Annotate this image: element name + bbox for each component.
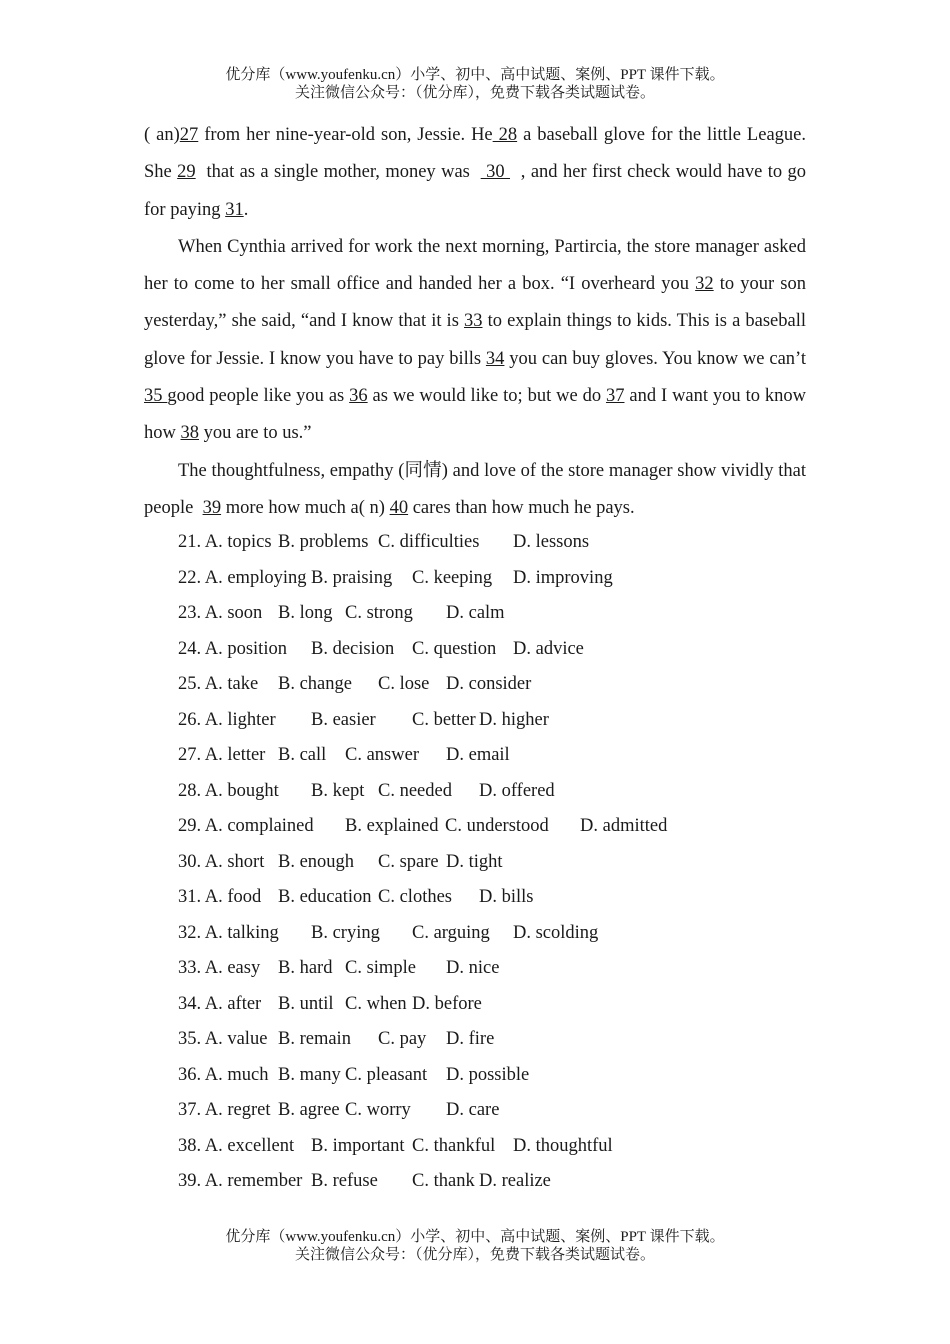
blank-35: 35 bbox=[144, 386, 168, 407]
footer-line-2: 关注微信公众号：（优分库），免费下载各类试题试卷。 bbox=[294, 1247, 655, 1263]
blank-31: 31 bbox=[225, 199, 244, 220]
question-30 bbox=[144, 845, 806, 881]
option-c: C. better bbox=[412, 709, 476, 730]
option-b: B. long bbox=[278, 603, 333, 624]
text-run: you can buy gloves. You know we can’t bbox=[504, 348, 806, 369]
option-c: C. thankful bbox=[412, 1135, 496, 1156]
question-35 bbox=[144, 1022, 806, 1058]
option-a: 34. A. after bbox=[178, 993, 262, 1014]
option-b: B. agree bbox=[278, 1100, 340, 1121]
text-run: as we would like to; but we do bbox=[367, 386, 606, 407]
option-b: B. education bbox=[278, 887, 372, 908]
option-c: C. question bbox=[412, 638, 497, 659]
option-b: B. call bbox=[278, 745, 327, 766]
option-a: 27. A. letter bbox=[178, 745, 266, 766]
blank-36: 36 bbox=[349, 386, 368, 407]
option-c: C. pay bbox=[378, 1029, 427, 1050]
text-run: more how much a( n) bbox=[221, 497, 390, 518]
text-run: to explain things to kids. This is a baseball glove for Jessie. I know you have to pay bills bbox=[144, 311, 806, 369]
option-c: C. worry bbox=[345, 1100, 411, 1121]
option-b: B. kept bbox=[311, 780, 365, 801]
option-a: 39. A. remember bbox=[178, 1171, 303, 1192]
option-b: B. enough bbox=[278, 851, 355, 872]
option-b: B. important bbox=[311, 1135, 405, 1156]
blank-29: 29 bbox=[177, 162, 196, 183]
option-c: C. keeping bbox=[412, 567, 493, 588]
option-a: 38. A. excellent bbox=[178, 1135, 295, 1156]
blank-27: 27 bbox=[179, 125, 199, 145]
option-c: C. spare bbox=[378, 851, 439, 872]
text-run: ( an) bbox=[144, 125, 180, 145]
blank-30: 30 bbox=[480, 162, 510, 183]
option-b: B. change bbox=[278, 674, 352, 695]
blank-32: 32 bbox=[695, 274, 714, 295]
question-34 bbox=[144, 987, 806, 1023]
option-c: C. when bbox=[345, 993, 407, 1014]
blank-33: 33 bbox=[464, 311, 483, 332]
question-39 bbox=[144, 1164, 806, 1200]
option-d: D. nice bbox=[446, 958, 500, 979]
option-c: C. arguing bbox=[412, 922, 490, 943]
blank-39: 39 bbox=[202, 497, 222, 518]
blank-34: 34 bbox=[485, 348, 505, 369]
option-b: B. decision bbox=[311, 638, 395, 659]
option-d: D. thoughtful bbox=[513, 1135, 613, 1156]
question-28 bbox=[144, 774, 806, 810]
option-c: C. simple bbox=[345, 958, 416, 979]
option-a: 37. A. regret bbox=[178, 1100, 271, 1121]
option-d: D. before bbox=[412, 993, 482, 1014]
footer-line-1: 优分库（www.youfenku.cn）小学、初中、高中试题、案例、PPT 课件下载。 bbox=[225, 1229, 725, 1245]
option-b: B. until bbox=[278, 993, 334, 1014]
option-d: D. consider bbox=[446, 674, 532, 695]
text-run: a baseball glove for the little League. She bbox=[144, 125, 806, 183]
option-b: B. easier bbox=[311, 709, 376, 730]
option-d: D. scolding bbox=[513, 922, 599, 943]
question-24 bbox=[144, 632, 806, 668]
text-run: and I want you to know how bbox=[144, 386, 806, 444]
option-d: D. lessons bbox=[513, 532, 590, 553]
option-b: B. remain bbox=[278, 1029, 351, 1050]
option-d: D. care bbox=[446, 1100, 500, 1121]
option-a: 26. A. lighter bbox=[178, 709, 276, 730]
passage-paragraph-3 bbox=[144, 453, 811, 528]
page-header bbox=[0, 66, 950, 102]
option-a: 21. A. topics bbox=[178, 532, 272, 553]
option-a: 29. A. complained bbox=[178, 816, 314, 837]
option-c: C. needed bbox=[378, 780, 452, 801]
option-c: C. understood bbox=[445, 816, 549, 837]
option-a: 33. A. easy bbox=[178, 958, 261, 979]
option-d: D. realize bbox=[479, 1171, 551, 1192]
question-33 bbox=[144, 951, 806, 987]
option-a: 25. A. take bbox=[178, 674, 259, 695]
text-run: The thoughtfulness, empathy (同情) and love of the store manager show vividly that people bbox=[144, 460, 811, 518]
blank-38: 38 bbox=[180, 423, 199, 444]
option-c: C. clothes bbox=[378, 887, 452, 908]
text-run: , and her first check would have to go for paying bbox=[144, 162, 811, 220]
option-c: C. lose bbox=[378, 674, 430, 695]
option-a: 22. A. employing bbox=[178, 567, 307, 588]
option-a: 35. A. value bbox=[178, 1029, 268, 1050]
option-d: D. bills bbox=[479, 887, 534, 908]
option-d: D. admitted bbox=[580, 816, 668, 837]
question-37 bbox=[144, 1093, 806, 1129]
option-c: C. strong bbox=[345, 603, 413, 624]
question-23 bbox=[144, 596, 806, 632]
option-a: 32. A. talking bbox=[178, 922, 279, 943]
option-d: D. improving bbox=[513, 567, 613, 588]
question-31 bbox=[144, 880, 806, 916]
answer-options bbox=[144, 525, 806, 1200]
text-run: good people like you as bbox=[167, 386, 350, 407]
blank-40: 40 bbox=[389, 497, 409, 518]
question-22 bbox=[144, 561, 806, 597]
option-d: D. email bbox=[446, 745, 510, 766]
page-footer bbox=[0, 1228, 950, 1264]
option-a: 31. A. food bbox=[178, 887, 262, 908]
question-26 bbox=[144, 703, 806, 739]
option-a: 30. A. short bbox=[178, 851, 265, 872]
option-b: B. problems bbox=[278, 532, 369, 553]
option-c: C. pleasant bbox=[345, 1064, 428, 1085]
option-c: C. answer bbox=[345, 745, 419, 766]
blank-28: 28 bbox=[492, 125, 518, 145]
option-a: 36. A. much bbox=[178, 1064, 269, 1085]
question-38 bbox=[144, 1129, 806, 1165]
option-c: C. thank bbox=[412, 1171, 475, 1192]
option-d: D. calm bbox=[446, 603, 505, 624]
text-run: cares than how much he pays. bbox=[408, 497, 635, 518]
text-run: When Cynthia arrived for work the next morning, Partircia, the store manager asked her to come to her small office and handed her a box. “I overheard you bbox=[144, 236, 806, 295]
option-b: B. many bbox=[278, 1064, 341, 1085]
option-c: C. difficulties bbox=[378, 532, 480, 553]
text-run: from her nine-year-old son, Jessie. He bbox=[198, 125, 493, 145]
option-b: B. hard bbox=[278, 958, 333, 979]
document-body bbox=[144, 117, 811, 1200]
option-a: 23. A. soon bbox=[178, 603, 263, 624]
text-run: . bbox=[243, 199, 249, 220]
text-run: that as a single mother, money was bbox=[195, 162, 481, 183]
option-d: D. tight bbox=[446, 851, 503, 872]
header-line-1: 优分库（www.youfenku.cn）小学、初中、高中试题、案例、PPT 课件下载。 bbox=[225, 67, 725, 83]
passage-paragraph-1 bbox=[144, 117, 811, 229]
option-d: D. fire bbox=[446, 1029, 495, 1050]
option-d: D. advice bbox=[513, 638, 584, 659]
option-a: 28. A. bought bbox=[178, 780, 279, 801]
text-run: to your son yesterday,” she said, “and I know that it is bbox=[144, 274, 807, 332]
option-b: B. crying bbox=[311, 922, 380, 943]
option-b: B. explained bbox=[345, 816, 439, 837]
question-29 bbox=[144, 809, 806, 845]
option-d: D. possible bbox=[446, 1064, 530, 1085]
question-25 bbox=[144, 667, 806, 703]
question-27 bbox=[144, 738, 806, 774]
option-a: 24. A. position bbox=[178, 638, 287, 659]
header-line-2: 关注微信公众号：（优分库），免费下载各类试题试卷。 bbox=[294, 85, 655, 101]
question-21 bbox=[144, 525, 806, 561]
option-b: B. praising bbox=[311, 567, 393, 588]
text-run: you are to us.” bbox=[199, 423, 312, 444]
blank-37: 37 bbox=[605, 386, 625, 407]
option-d: D. higher bbox=[479, 709, 549, 730]
passage-paragraph-2 bbox=[144, 229, 806, 453]
question-32 bbox=[144, 916, 806, 952]
question-36 bbox=[144, 1058, 806, 1094]
option-d: D. offered bbox=[479, 780, 555, 801]
option-b: B. refuse bbox=[311, 1171, 378, 1192]
